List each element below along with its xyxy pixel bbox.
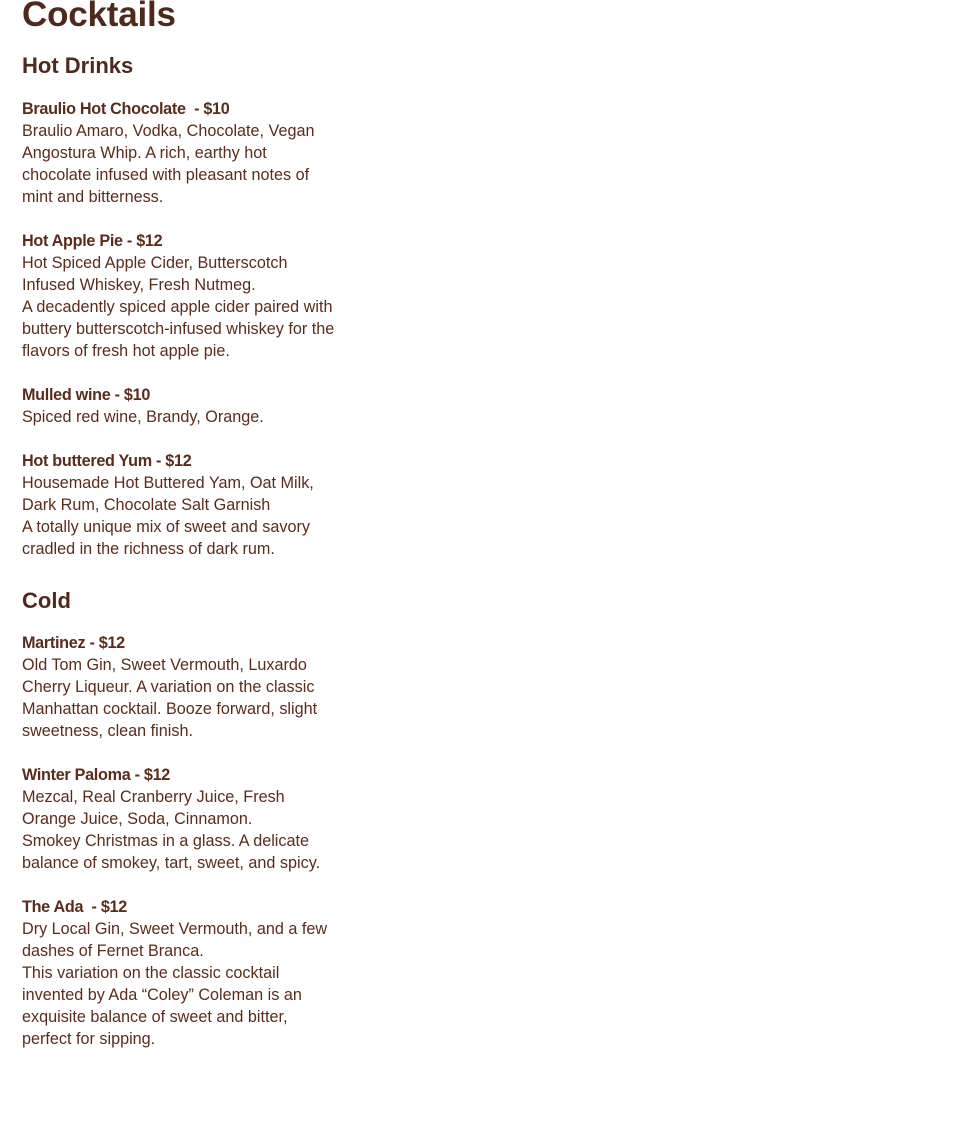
drink-description: Braulio Amaro, Vodka, Chocolate, Vegan Angostura Whip. A rich, earthy hot chocolate infused with pleasant notes of mint and bitterness. [22, 122, 315, 206]
drink-martinez [22, 632, 337, 742]
drink-name: The Ada - $12 [22, 898, 127, 916]
drink-braulio-hot-chocolate [22, 98, 337, 208]
drink-mulled-wine [22, 384, 337, 428]
drink-description: Old Tom Gin, Sweet Vermouth, Luxardo Cherry Liqueur. A variation on the classic Manhattan cocktail. Booze forward, slight sweetness, clean finish. [22, 656, 318, 740]
drink-name: Hot Apple Pie - $12 [22, 232, 163, 250]
drink-description: Smokey Christmas in a glass. A delicate balance of smokey, tart, sweet, and spicy. [22, 832, 321, 872]
drink-name: Mulled wine - $10 [22, 386, 151, 404]
drink-description: A decadently spiced apple cider paired with buttery butterscotch-infused whiskey for the flavors of fresh hot apple pie. [22, 298, 335, 360]
drink-ingredients: Dry Local Gin, Sweet Vermouth, and a few dashes of Fernet Branca. [22, 920, 328, 960]
drink-winter-paloma [22, 764, 337, 874]
drink-hot-apple-pie [22, 230, 337, 362]
section-title-cold: Cold [22, 588, 71, 613]
drink-name: Martinez - $12 [22, 634, 125, 652]
drink-description: A totally unique mix of sweet and savory cradled in the richness of dark rum. [22, 518, 310, 558]
drink-ingredients: Mezcal, Real Cranberry Juice, Fresh Orange Juice, Soda, Cinnamon. [22, 788, 285, 828]
page-title: Cocktails [22, 0, 176, 34]
drink-ingredients: Hot Spiced Apple Cider, Butterscotch Infused Whiskey, Fresh Nutmeg. [22, 254, 288, 294]
drink-description: This variation on the classic cocktail invented by Ada “Coley” Coleman is an exquisite balance of sweet and bitter, perfect for sipping. [22, 964, 302, 1048]
drink-name: Hot buttered Yum - $12 [22, 452, 192, 470]
cocktail-menu [22, 0, 337, 1072]
drink-name: Winter Paloma - $12 [22, 766, 170, 784]
section-cold [22, 586, 337, 1050]
section-title-hot-drinks: Hot Drinks [22, 53, 134, 78]
drink-name: Braulio Hot Chocolate - $10 [22, 100, 230, 118]
drink-the-ada [22, 896, 337, 1050]
drink-hot-buttered-yum [22, 450, 337, 560]
drink-ingredients: Housemade Hot Buttered Yam, Oat Milk, Dark Rum, Chocolate Salt Garnish [22, 474, 314, 514]
drink-ingredients: Spiced red wine, Brandy, Orange. [22, 408, 264, 426]
section-hot-drinks [22, 51, 337, 560]
